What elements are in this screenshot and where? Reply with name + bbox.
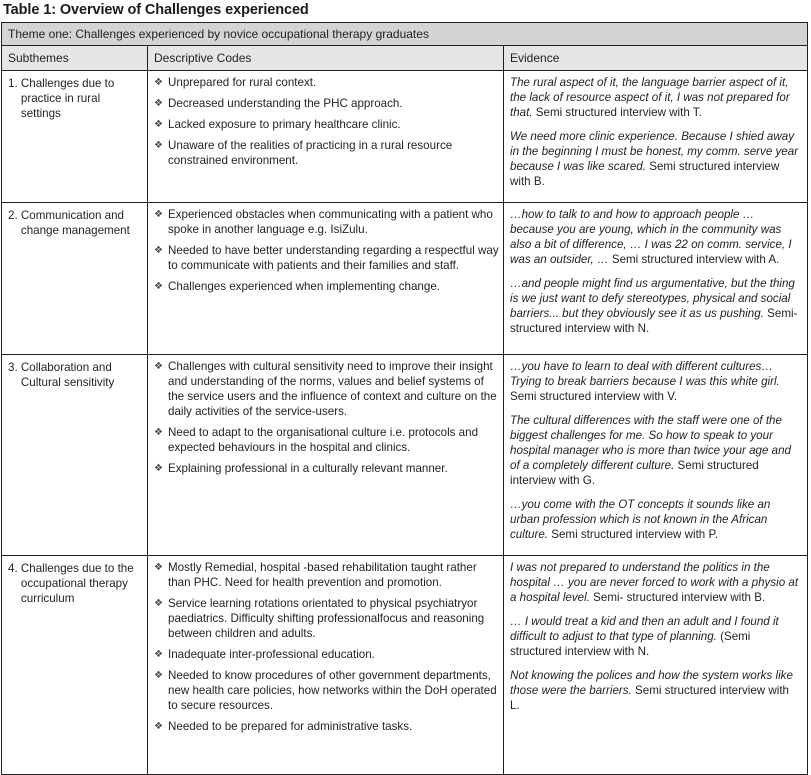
diamond-bullet-icon: ❖ [154,721,163,732]
code-list [154,75,499,168]
codes-cell [148,203,504,355]
subtheme-number: 4. [8,562,21,575]
code-text: Needed to have better understanding regarding a respectful way to communicate with patients and their families and staff. [168,244,499,272]
code-text: Needed to know procedures of other government departments, new health care policies, how networks within the DoH operated to secure resources. [168,669,497,712]
code-item [154,75,499,90]
column-header-row [2,46,808,71]
diamond-bullet-icon: ❖ [154,140,163,151]
evidence-item [510,668,801,713]
subtheme-label: Challenges due to practice in rural settings [20,77,115,120]
codes-cell [148,556,504,775]
table-row [2,71,808,203]
diamond-bullet-icon: ❖ [154,463,163,474]
code-text: Mostly Remedial, hospital -based rehabilitation taught rather than PHC. Need for health prevention and promotion. [168,561,477,589]
evidence-item [510,129,801,189]
code-item [154,96,499,111]
evidence-item [510,560,801,605]
diamond-bullet-icon: ❖ [154,77,163,88]
evidence-source: Semi structured interview with T. [532,106,702,119]
diamond-bullet-icon: ❖ [154,245,163,256]
evidence-quote: The rural aspect of it, the language barrier aspect of it, the lack of resource aspect of it, I was not prepared for that. [510,76,790,119]
theme-row [2,23,808,46]
subtheme-label: Challenges due to the occupational therapy curriculum [20,562,134,605]
evidence-source: Semi structured interview with V. [510,390,678,403]
evidence-quote: I was not prepared to understand the politics in the hospital … you are never forced to work with a physio at a hospital level. [510,561,799,604]
evidence-quote: We need more clinic experience. Because I shied away in the beginning I must be honest, my comm. serve year because I was like scared. [510,130,799,173]
code-text: Challenges with cultural sensitivity need to improve their insight and understanding of the norms, values and belief systems of the service users and the influence of context and culture on the daily activities of the service-users. [168,360,497,418]
evidence-quote: …how to talk to and how to approach people … because you are young, which in the community was also a bit of difference, … I was 22 on comm. service, I was an outsider, … [510,208,792,266]
code-text: Lacked exposure to primary healthcare clinic. [168,118,401,131]
evidence-quote: …and people might find us argumentative, but the thing is we just want to defy stereotypes, physical and social barriers... but they obviously see it as us pushing. [510,277,795,320]
evidence-cell [504,355,808,556]
diamond-bullet-icon: ❖ [154,281,163,292]
code-text: Decreased understanding the PHC approach. [168,97,403,110]
code-item [154,596,499,641]
code-text: Challenges experienced when implementing change. [168,280,440,293]
evidence-source: Semi structured interview with G. [510,459,759,487]
evidence-cell [504,71,808,203]
evidence-source: Semi structured interview with A. [608,253,780,266]
codes-cell [148,71,504,203]
column-header-descriptive-codes: Descriptive Codes [148,46,504,71]
code-text: Needed to be prepared for administrative tasks. [168,720,413,733]
table-row [2,203,808,355]
table-row [2,355,808,556]
code-text: Unaware of the realities of practicing in a rural resource constrained environment. [168,139,453,167]
subtheme-cell [2,203,148,355]
code-item [154,668,499,713]
diamond-bullet-icon: ❖ [154,209,163,220]
codes-cell [148,355,504,556]
evidence-quote: … I would treat a kid and then an adult and I found it difficult to adjust to that type of planning. [510,615,779,643]
code-text: Unprepared for rural context. [168,76,317,89]
code-text: Explaining professional in a culturally relevant manner. [168,462,448,475]
diamond-bullet-icon: ❖ [154,649,163,660]
evidence-cell [504,556,808,775]
diamond-bullet-icon: ❖ [154,119,163,130]
evidence-quote: Not knowing the polices and how the system works like those were the barriers. [510,669,793,697]
code-item [154,207,499,237]
evidence-source: (Semi structured interview with N. [510,630,751,658]
evidence-item [510,413,801,488]
code-item [154,647,499,662]
theme-title: Theme one: Challenges experienced by novice occupational therapy graduates [2,23,808,46]
evidence-source: Semi-structured interview with N. [510,307,798,335]
evidence-item [510,207,801,267]
code-text: Inadequate inter-professional education. [168,648,375,661]
code-item [154,461,499,476]
subtheme-cell [2,71,148,203]
code-item [154,243,499,273]
subtheme-number: 2. [8,209,21,222]
code-text: Need to adapt to the organisational culture i.e. protocols and expected behaviours in the hospital and clinics. [168,426,479,454]
subtheme-label: Communication and change management [20,209,130,237]
code-item [154,719,499,734]
column-header-evidence: Evidence [504,46,808,71]
challenges-table [1,22,808,775]
diamond-bullet-icon: ❖ [154,427,163,438]
evidence-item [510,359,801,404]
column-header-subthemes: Subthemes [2,46,148,71]
subtheme-number: 1. [8,77,21,90]
evidence-quote: …you come with the OT concepts it sounds like an urban profession which is not known in the African culture. [510,498,771,541]
evidence-cell [504,203,808,355]
diamond-bullet-icon: ❖ [154,670,163,681]
code-item [154,560,499,590]
code-text: Service learning rotations orientated to physical psychiatryor paediatrics. Difficulty shifting professionalfocus and reasoning between children and adults. [168,597,485,640]
code-item [154,359,499,419]
code-text: Experienced obstacles when communicating with a patient who spoke in another language e.g. IsiZulu. [168,208,493,236]
code-item [154,138,499,168]
code-item [154,117,499,132]
evidence-item [510,276,801,336]
table-caption: Table 1: Overview of Challenges experienced [3,2,309,18]
evidence-item [510,497,801,542]
evidence-source: Semi- structured interview with B. [589,591,766,604]
evidence-item [510,75,801,120]
subtheme-label: Collaboration and Cultural sensitivity [20,361,115,389]
diamond-bullet-icon: ❖ [154,562,163,573]
diamond-bullet-icon: ❖ [154,598,163,609]
evidence-quote: …you have to learn to deal with different cultures… Trying to break barriers because I was this white girl. [510,360,780,388]
evidence-quote: The cultural differences with the staff were one of the biggest challenges for me. So how to speak to your hospital manager who is more than twice your age and of a completely different culture. [510,414,791,472]
subtheme-cell [2,355,148,556]
diamond-bullet-icon: ❖ [154,361,163,372]
code-item [154,425,499,455]
evidence-source: Semi structured interview with B. [510,160,780,188]
table-row [2,556,808,775]
code-item [154,279,499,294]
diamond-bullet-icon: ❖ [154,98,163,109]
evidence-item [510,614,801,659]
evidence-source: Semi structured interview with L. [510,684,790,712]
subtheme-cell [2,556,148,775]
evidence-source: Semi structured interview with P. [548,528,718,541]
code-list [154,560,499,734]
subtheme-number: 3. [8,361,21,374]
code-list [154,359,499,476]
code-list [154,207,499,294]
